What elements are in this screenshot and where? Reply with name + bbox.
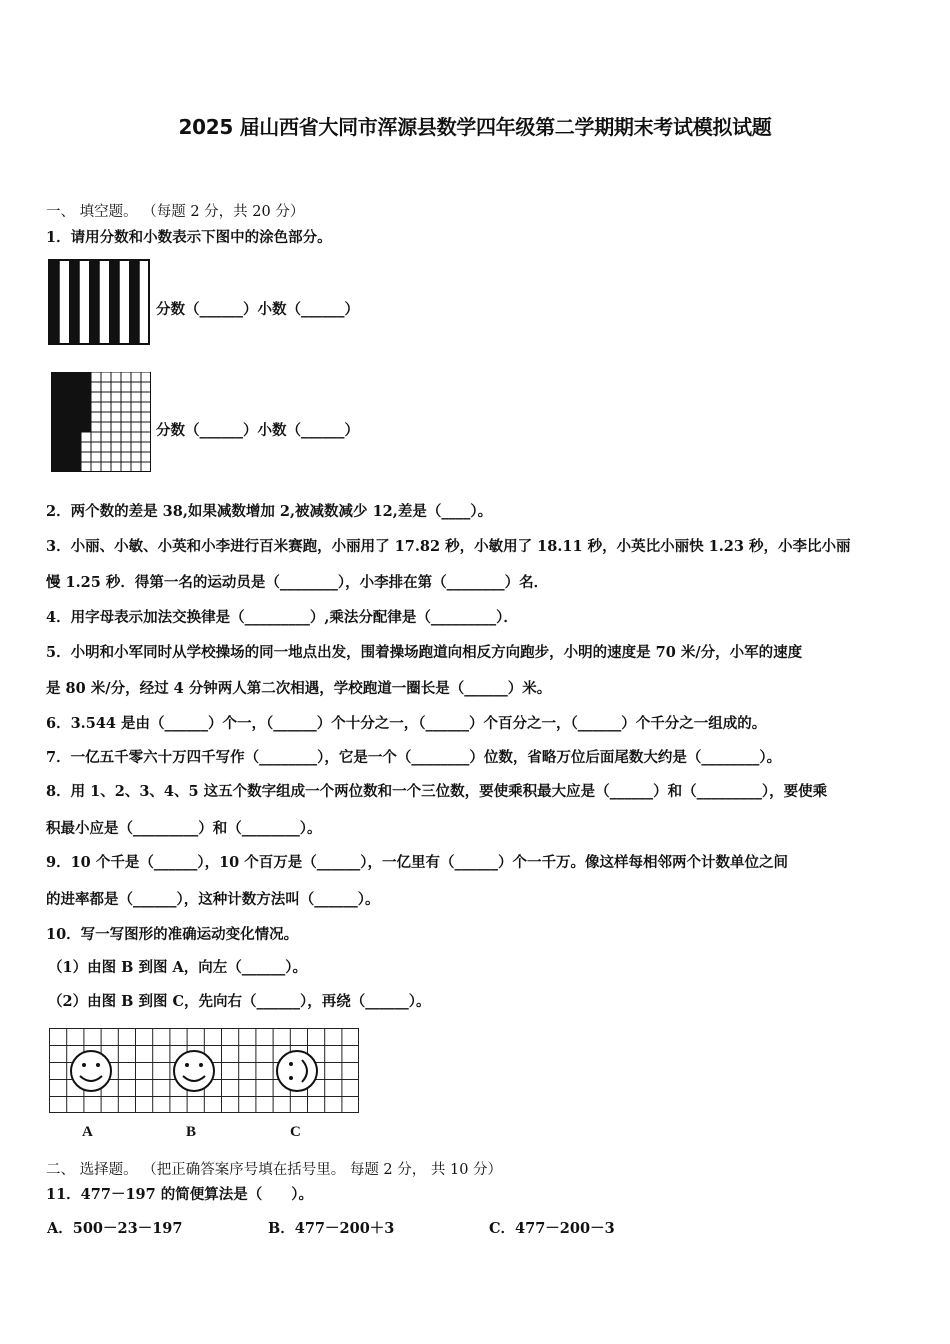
question-8-line-2: 积最小应是（_________）和（________）。 xyxy=(46,820,322,837)
question-5-line-1: 5．小明和小军同时从学校操场的同一地点出发，围着操场跑道向相反方向跑步，小明的速度是 70 米/分，小军的速度 xyxy=(46,644,803,661)
smiley-grid-figure xyxy=(49,1028,361,1114)
figure-label-a: A xyxy=(82,1124,93,1140)
figure-2-answer-label: 分数（______）小数（______） xyxy=(156,422,359,439)
question-10-part-1: （1）由图 B 到图 A，向左（______）。 xyxy=(48,959,307,976)
question-9-line-1: 9．10 个千是（______），10 个百万是（______），一亿里有（______）个一千万。像这样每相邻两个计数单位之间 xyxy=(46,854,789,871)
question-5-line-2: 是 80 米/分，经过 4 分钟两人第二次相遇，学校跑道一圈长是（______）米。 xyxy=(46,680,552,697)
question-2-text: 2．两个数的差是 38,如果减数增加 2,被减数减少 12,差是（____）。 xyxy=(46,503,493,520)
section-1-header: 一、 填空题。 （每题 2 分，共 20 分） xyxy=(46,204,305,220)
figure-label-b: B xyxy=(186,1124,197,1140)
question-8-line-1: 8．用 1、2、3、4、5 这五个数字组成一个两位数和一个三位数，要使乘积最大应是（______）和（_________），要使乘 xyxy=(46,783,828,800)
question-11-option-c: C．477－200－3 xyxy=(489,1220,615,1237)
section-2-header: 二、 选择题。 （把正确答案序号填在括号里。 每题 2 分， 共 10 分） xyxy=(46,1162,503,1178)
shaded-stripe xyxy=(129,260,139,344)
figure-label-c: C xyxy=(290,1124,301,1140)
question-10-text: 10．写一写图形的准确运动变化情况。 xyxy=(46,926,299,943)
hundred-grid-figure xyxy=(51,372,151,472)
shaded-stripe xyxy=(49,260,59,344)
question-9-line-2: 的进率都是（______），这种计数方法叫（______）。 xyxy=(46,891,380,908)
question-11-text: 11．477－197 的简便算法是（ ）。 xyxy=(46,1186,314,1203)
question-4-text: 4．用字母表示加法交换律是（_________）,乘法分配律是（_________）． xyxy=(46,609,518,626)
question-11-option-a: A．500－23－197 xyxy=(47,1220,183,1237)
question-10-part-2: （2）由图 B 到图 C，先向右（______），再绕（______）。 xyxy=(48,993,431,1010)
question-7-text: 7．一亿五千零六十万四千写作（________），它是一个（________）位数，省略万位后面尾数大约是（________）。 xyxy=(46,749,782,766)
shaded-stripe xyxy=(89,260,99,344)
striped-rectangle-figure xyxy=(48,259,150,345)
figure-1-answer-label: 分数（______）小数（______） xyxy=(156,301,359,318)
smiley-face-b xyxy=(174,1051,214,1091)
shaded-stripe xyxy=(69,260,79,344)
question-3-line-1: 3．小丽、小敏、小英和小李进行百米赛跑，小丽用了 17.82 秒，小敏用了 18.11 秒，小英比小丽快 1.23 秒，小李比小丽 xyxy=(46,538,851,555)
question-6-text: 6．3.544 是由（______）个一，（______）个十分之一，（______）个百分之一，（______）个千分之一组成的。 xyxy=(46,715,767,732)
smiley-face-c xyxy=(277,1051,317,1091)
page-title: 2025 届山西省大同市浑源县数学四年级第二学期期末考试模拟试题 xyxy=(178,115,772,139)
question-11-option-b: B．477－200＋3 xyxy=(268,1220,395,1237)
question-3-line-2: 慢 1.25 秒．得第一名的运动员是（________），小李排在第（________）名． xyxy=(46,574,549,591)
shaded-stripe xyxy=(109,260,119,344)
question-1-text: 1．请用分数和小数表示下图中的涂色部分。 xyxy=(46,229,332,246)
smiley-face-a xyxy=(71,1051,111,1091)
